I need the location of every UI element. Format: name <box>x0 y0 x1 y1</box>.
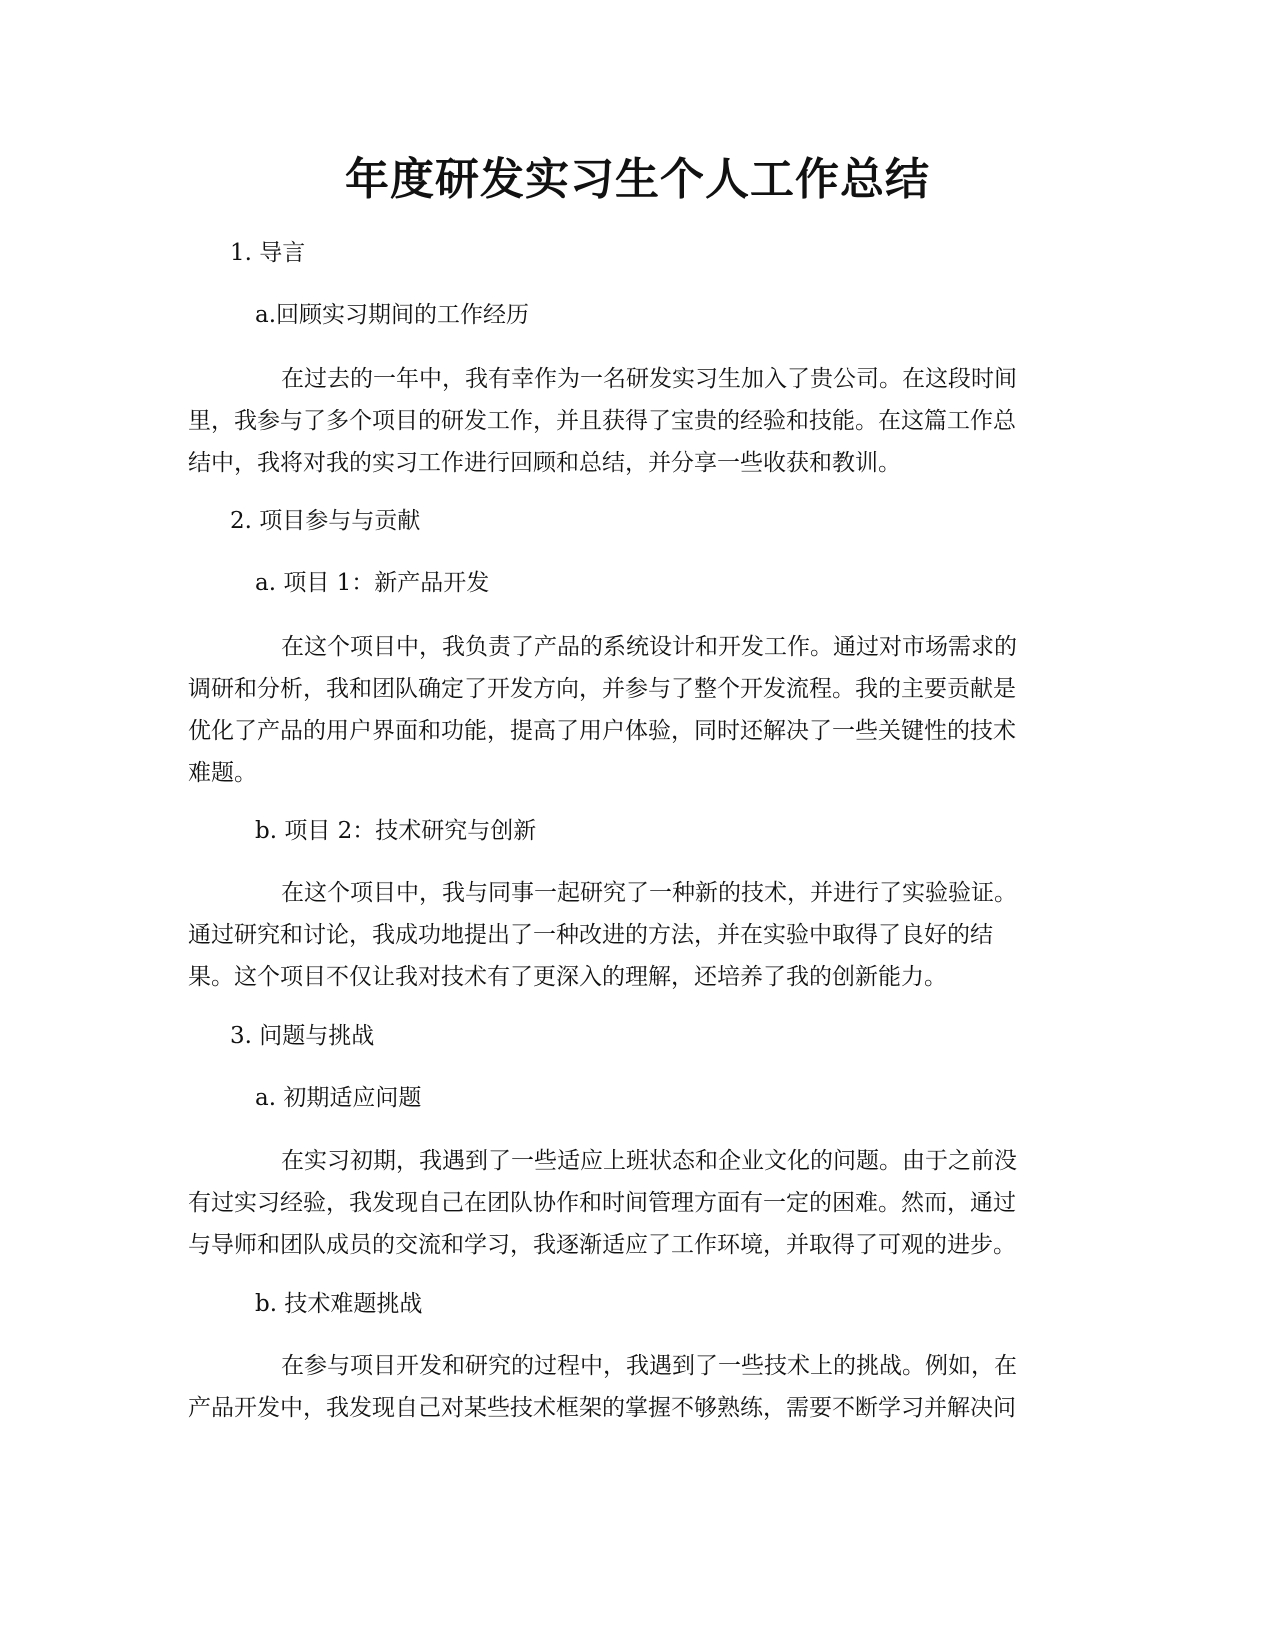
paragraph-line: 在这个项目中，我负责了产品的系统设计和开发工作。通过对市场需求的 <box>281 634 1017 660</box>
paragraph-line: 与导师和团队成员的交流和学习，我逐渐适应了工作环境，并取得了可观的进步。 <box>188 1232 1016 1258</box>
paragraph-line: 调研和分析，我和团队确定了开发方向，并参与了整个开发流程。我的主要贡献是 <box>188 676 1016 702</box>
paragraph-line: 优化了产品的用户界面和功能，提高了用户体验，同时还解决了一些关键性的技术 <box>188 718 1016 744</box>
section-heading-projects: 2. 项目参与与贡献 <box>230 508 421 534</box>
paragraph-technical <box>188 1345 1088 1429</box>
section-heading-challenges: 3. 问题与挑战 <box>230 1023 375 1049</box>
subsection-heading-review: a.回顾实习期间的工作经历 <box>255 302 530 328</box>
paragraph-line: 有过实习经验，我发现自己在团队协作和时间管理方面有一定的困难。然而，通过 <box>188 1190 1016 1216</box>
paragraph-line: 在过去的一年中，我有幸作为一名研发实习生加入了贵公司。在这段时间 <box>281 366 1017 392</box>
paragraph-line: 在这个项目中，我与同事一起研究了一种新的技术，并进行了实验验证。 <box>281 880 1017 906</box>
subsection-heading-technical: b. 技术难题挑战 <box>255 1291 423 1317</box>
paragraph-project-1 <box>188 626 1088 794</box>
paragraph-line: 果。这个项目不仅让我对技术有了更深入的理解，还培养了我的创新能力。 <box>188 964 947 990</box>
section-heading-intro: 1. 导言 <box>230 240 306 266</box>
paragraph-line: 难题。 <box>188 760 257 786</box>
document-title: 年度研发实习生个人工作总结 <box>345 154 930 205</box>
paragraph-project-2 <box>188 872 1088 998</box>
paragraph-line: 通过研究和讨论，我成功地提出了一种改进的方法，并在实验中取得了良好的结 <box>188 922 993 948</box>
paragraph-line: 产品开发中，我发现自己对某些技术框架的掌握不够熟练，需要不断学习并解决问 <box>188 1395 1016 1421</box>
subsection-heading-project-1: a. 项目 1：新产品开发 <box>255 570 490 596</box>
subsection-heading-project-2: b. 项目 2：技术研究与创新 <box>255 818 537 844</box>
paragraph-adaptation <box>188 1140 1088 1266</box>
paragraph-line: 里，我参与了多个项目的研发工作，并且获得了宝贵的经验和技能。在这篇工作总 <box>188 408 1016 434</box>
paragraph-line: 在参与项目开发和研究的过程中，我遇到了一些技术上的挑战。例如，在 <box>281 1353 1017 1379</box>
paragraph-line: 在实习初期，我遇到了一些适应上班状态和企业文化的问题。由于之前没 <box>281 1148 1017 1174</box>
subsection-heading-adaptation: a. 初期适应问题 <box>255 1085 422 1111</box>
paragraph-line: 结中，我将对我的实习工作进行回顾和总结，并分享一些收获和教训。 <box>188 450 901 476</box>
paragraph-review <box>188 358 1088 484</box>
